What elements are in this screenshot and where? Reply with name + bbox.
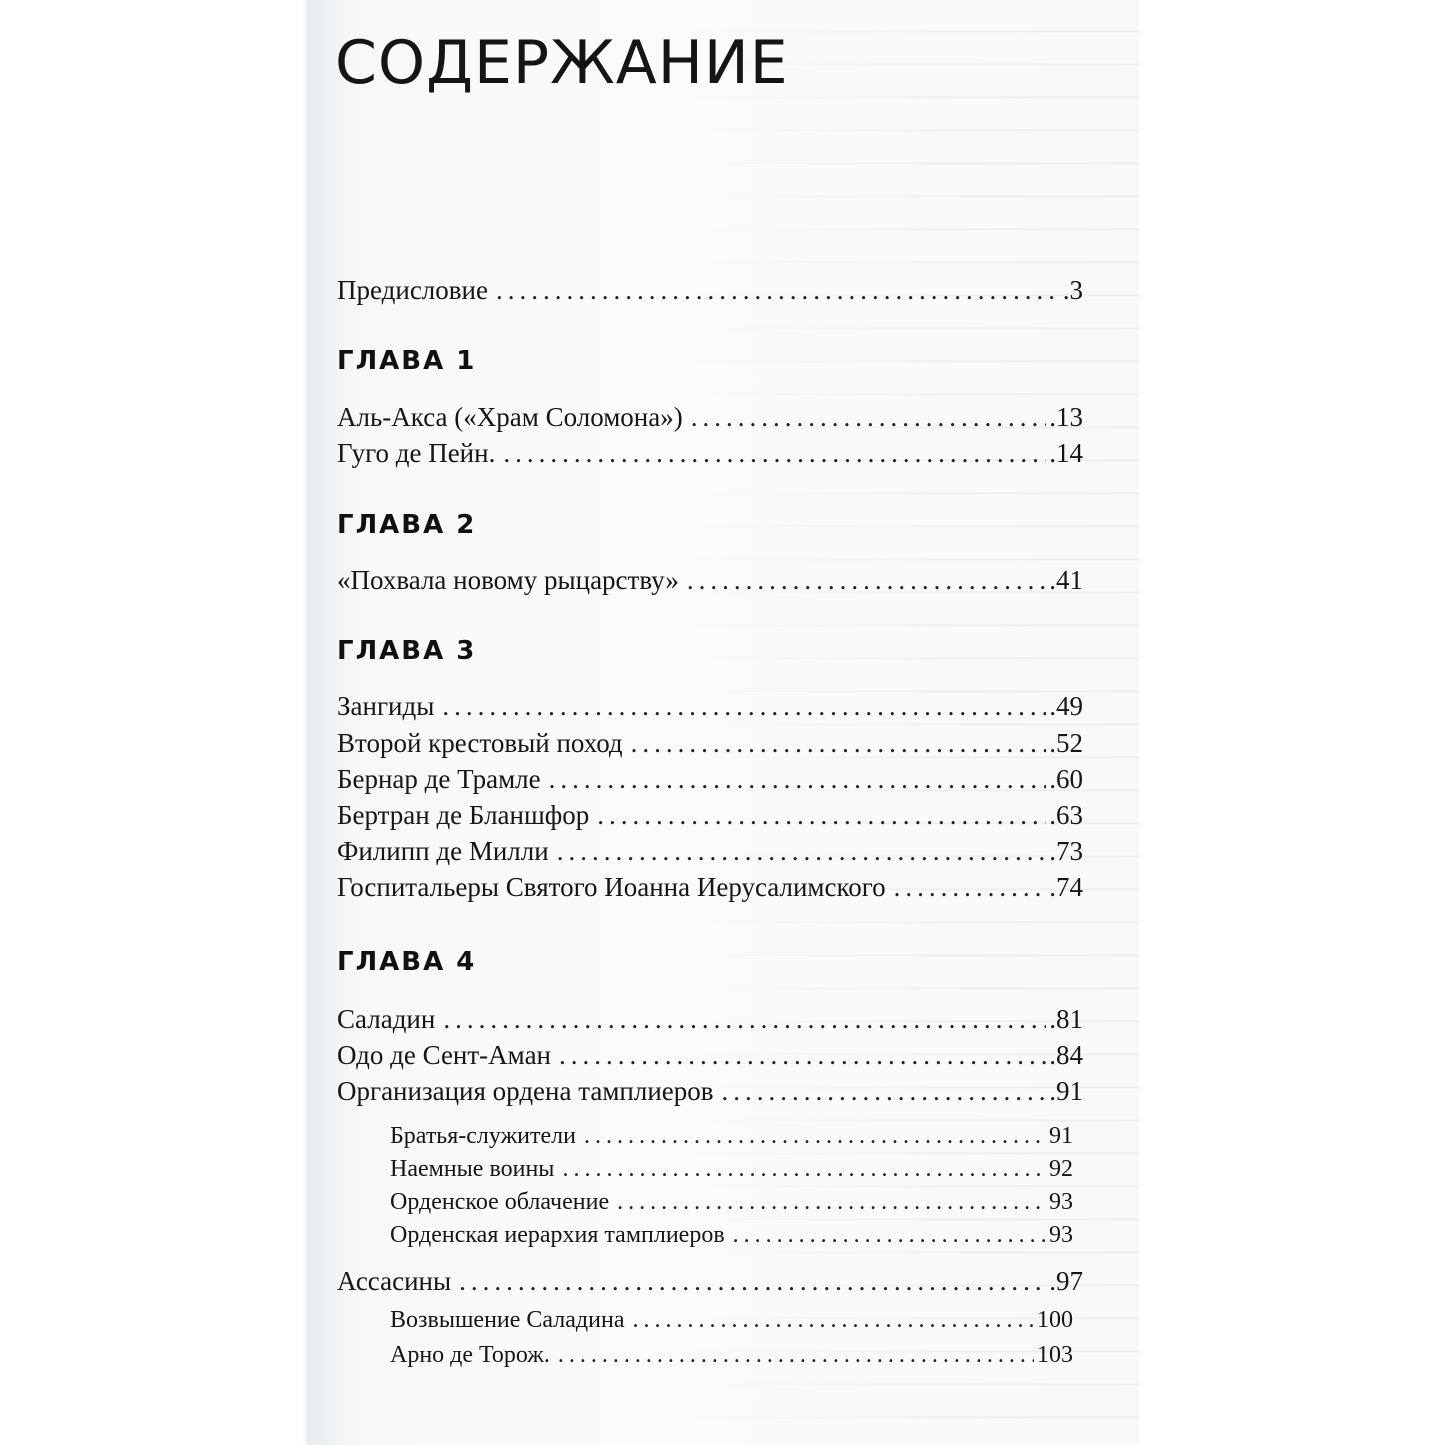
dot-leader [584, 1123, 1046, 1150]
chapter-heading: ГЛАВА 3 [337, 636, 477, 666]
dot-leader [496, 275, 1060, 306]
toc-entry [337, 402, 1083, 433]
dot-leader [687, 565, 1046, 596]
toc-entry-title: Орденское облачение [390, 1189, 610, 1215]
dot-leader [597, 800, 1046, 831]
dot-leader [722, 1076, 1047, 1107]
toc-entry-title: Наемные воины [390, 1156, 555, 1182]
toc-entry-page: .3 [1062, 275, 1083, 305]
toc-entry-title: Предисловие [337, 275, 488, 305]
toc-subentry [390, 1123, 1073, 1150]
toc-entry-title: Бернар де Трамле [337, 764, 541, 794]
chapter-heading: ГЛАВА 4 [337, 947, 477, 977]
toc-entry [337, 565, 1083, 596]
toc-entry [337, 872, 1083, 903]
dot-leader [631, 728, 1047, 759]
toc-entry-title: Братья-служители [390, 1123, 576, 1149]
toc-subentry [390, 1307, 1073, 1334]
toc-entry [337, 836, 1083, 867]
dot-leader [894, 872, 1047, 903]
toc-entry-page: .81 [1049, 1004, 1083, 1034]
dot-leader [691, 402, 1047, 433]
page-title: СОДЕРЖАНИЕ [335, 28, 789, 98]
toc-entry-page: .60 [1049, 764, 1083, 794]
toc-entry-page: 100 [1037, 1307, 1073, 1333]
toc-subentry [390, 1189, 1073, 1216]
dot-leader [443, 1004, 1046, 1035]
book-page [307, 0, 1139, 1445]
toc-subentry [390, 1156, 1073, 1183]
toc-subentry [390, 1222, 1073, 1249]
toc-entry [337, 800, 1083, 831]
toc-entry-page: 92 [1049, 1156, 1073, 1182]
toc-entry-title: Организация ордена тамплиеров [337, 1076, 714, 1106]
toc-entry-title: Зангиды [337, 691, 435, 721]
toc-entry-page: 103 [1037, 1342, 1073, 1368]
toc-entry [337, 438, 1083, 469]
toc-entry-title: Второй крестовый поход [337, 728, 623, 758]
toc-entry-title: «Похвала новому рыцарству» [337, 565, 679, 595]
dot-leader [557, 836, 1047, 867]
toc-entry-page: .73 [1049, 836, 1083, 866]
toc-entry [337, 1266, 1083, 1297]
toc-entry [337, 275, 1083, 306]
toc-entry-page: 93 [1049, 1189, 1073, 1215]
dot-leader [617, 1189, 1046, 1216]
toc-entry-title: Филипп де Милли [337, 836, 549, 866]
toc-entry-page: .14 [1049, 438, 1083, 468]
dot-leader [459, 1266, 1046, 1297]
dot-leader [503, 438, 1046, 469]
toc-entry-title: Одо де Сент-Аман [337, 1040, 551, 1070]
dot-leader [442, 691, 1046, 722]
toc-entry-title: Гуго де Пейн. [337, 438, 496, 468]
dot-leader [549, 764, 1047, 795]
chapter-heading: ГЛАВА 2 [337, 510, 477, 540]
toc-entry-page: .97 [1049, 1266, 1083, 1296]
toc-entry-title: Саладин [337, 1004, 436, 1034]
toc-entry-page: .84 [1049, 1040, 1083, 1070]
chapter-heading: ГЛАВА 1 [337, 346, 477, 376]
toc-entry [337, 728, 1083, 759]
dot-leader [632, 1307, 1034, 1334]
toc-entry-page: .52 [1049, 728, 1083, 758]
toc-entry-page: 91 [1049, 1123, 1073, 1149]
toc-entry [337, 1076, 1083, 1107]
toc-entry-page: .74 [1049, 872, 1083, 902]
toc-entry-title: Возвышение Саладина [390, 1307, 625, 1333]
toc-entry [337, 764, 1083, 795]
toc-entry-title: Бертран де Бланшфор [337, 800, 590, 830]
dot-leader [562, 1156, 1046, 1183]
toc-entry [337, 1040, 1083, 1071]
toc-entry-title: Арно де Торож. [390, 1342, 550, 1368]
toc-entry [337, 691, 1083, 722]
toc-entry-page: .91 [1049, 1076, 1083, 1106]
dot-leader [733, 1222, 1046, 1249]
toc-entry-title: Аль-Акса («Храм Соломона») [337, 402, 683, 432]
toc-entry-title: Орденская иерархия тамплиеров [390, 1222, 725, 1248]
toc-entry-page: 93 [1049, 1222, 1073, 1248]
toc-entry [337, 1004, 1083, 1035]
toc-subentry [390, 1342, 1073, 1369]
dot-leader [558, 1342, 1034, 1369]
toc-entry-page: .41 [1049, 565, 1083, 595]
toc-entry-title: Госпитальеры Святого Иоанна Иерусалимского [337, 872, 886, 902]
toc-entry-page: .63 [1049, 800, 1083, 830]
toc-entry-title: Ассасины [337, 1266, 452, 1296]
toc-entry-page: .13 [1049, 402, 1083, 432]
toc-entry-page: .49 [1049, 691, 1083, 721]
dot-leader [559, 1040, 1046, 1071]
